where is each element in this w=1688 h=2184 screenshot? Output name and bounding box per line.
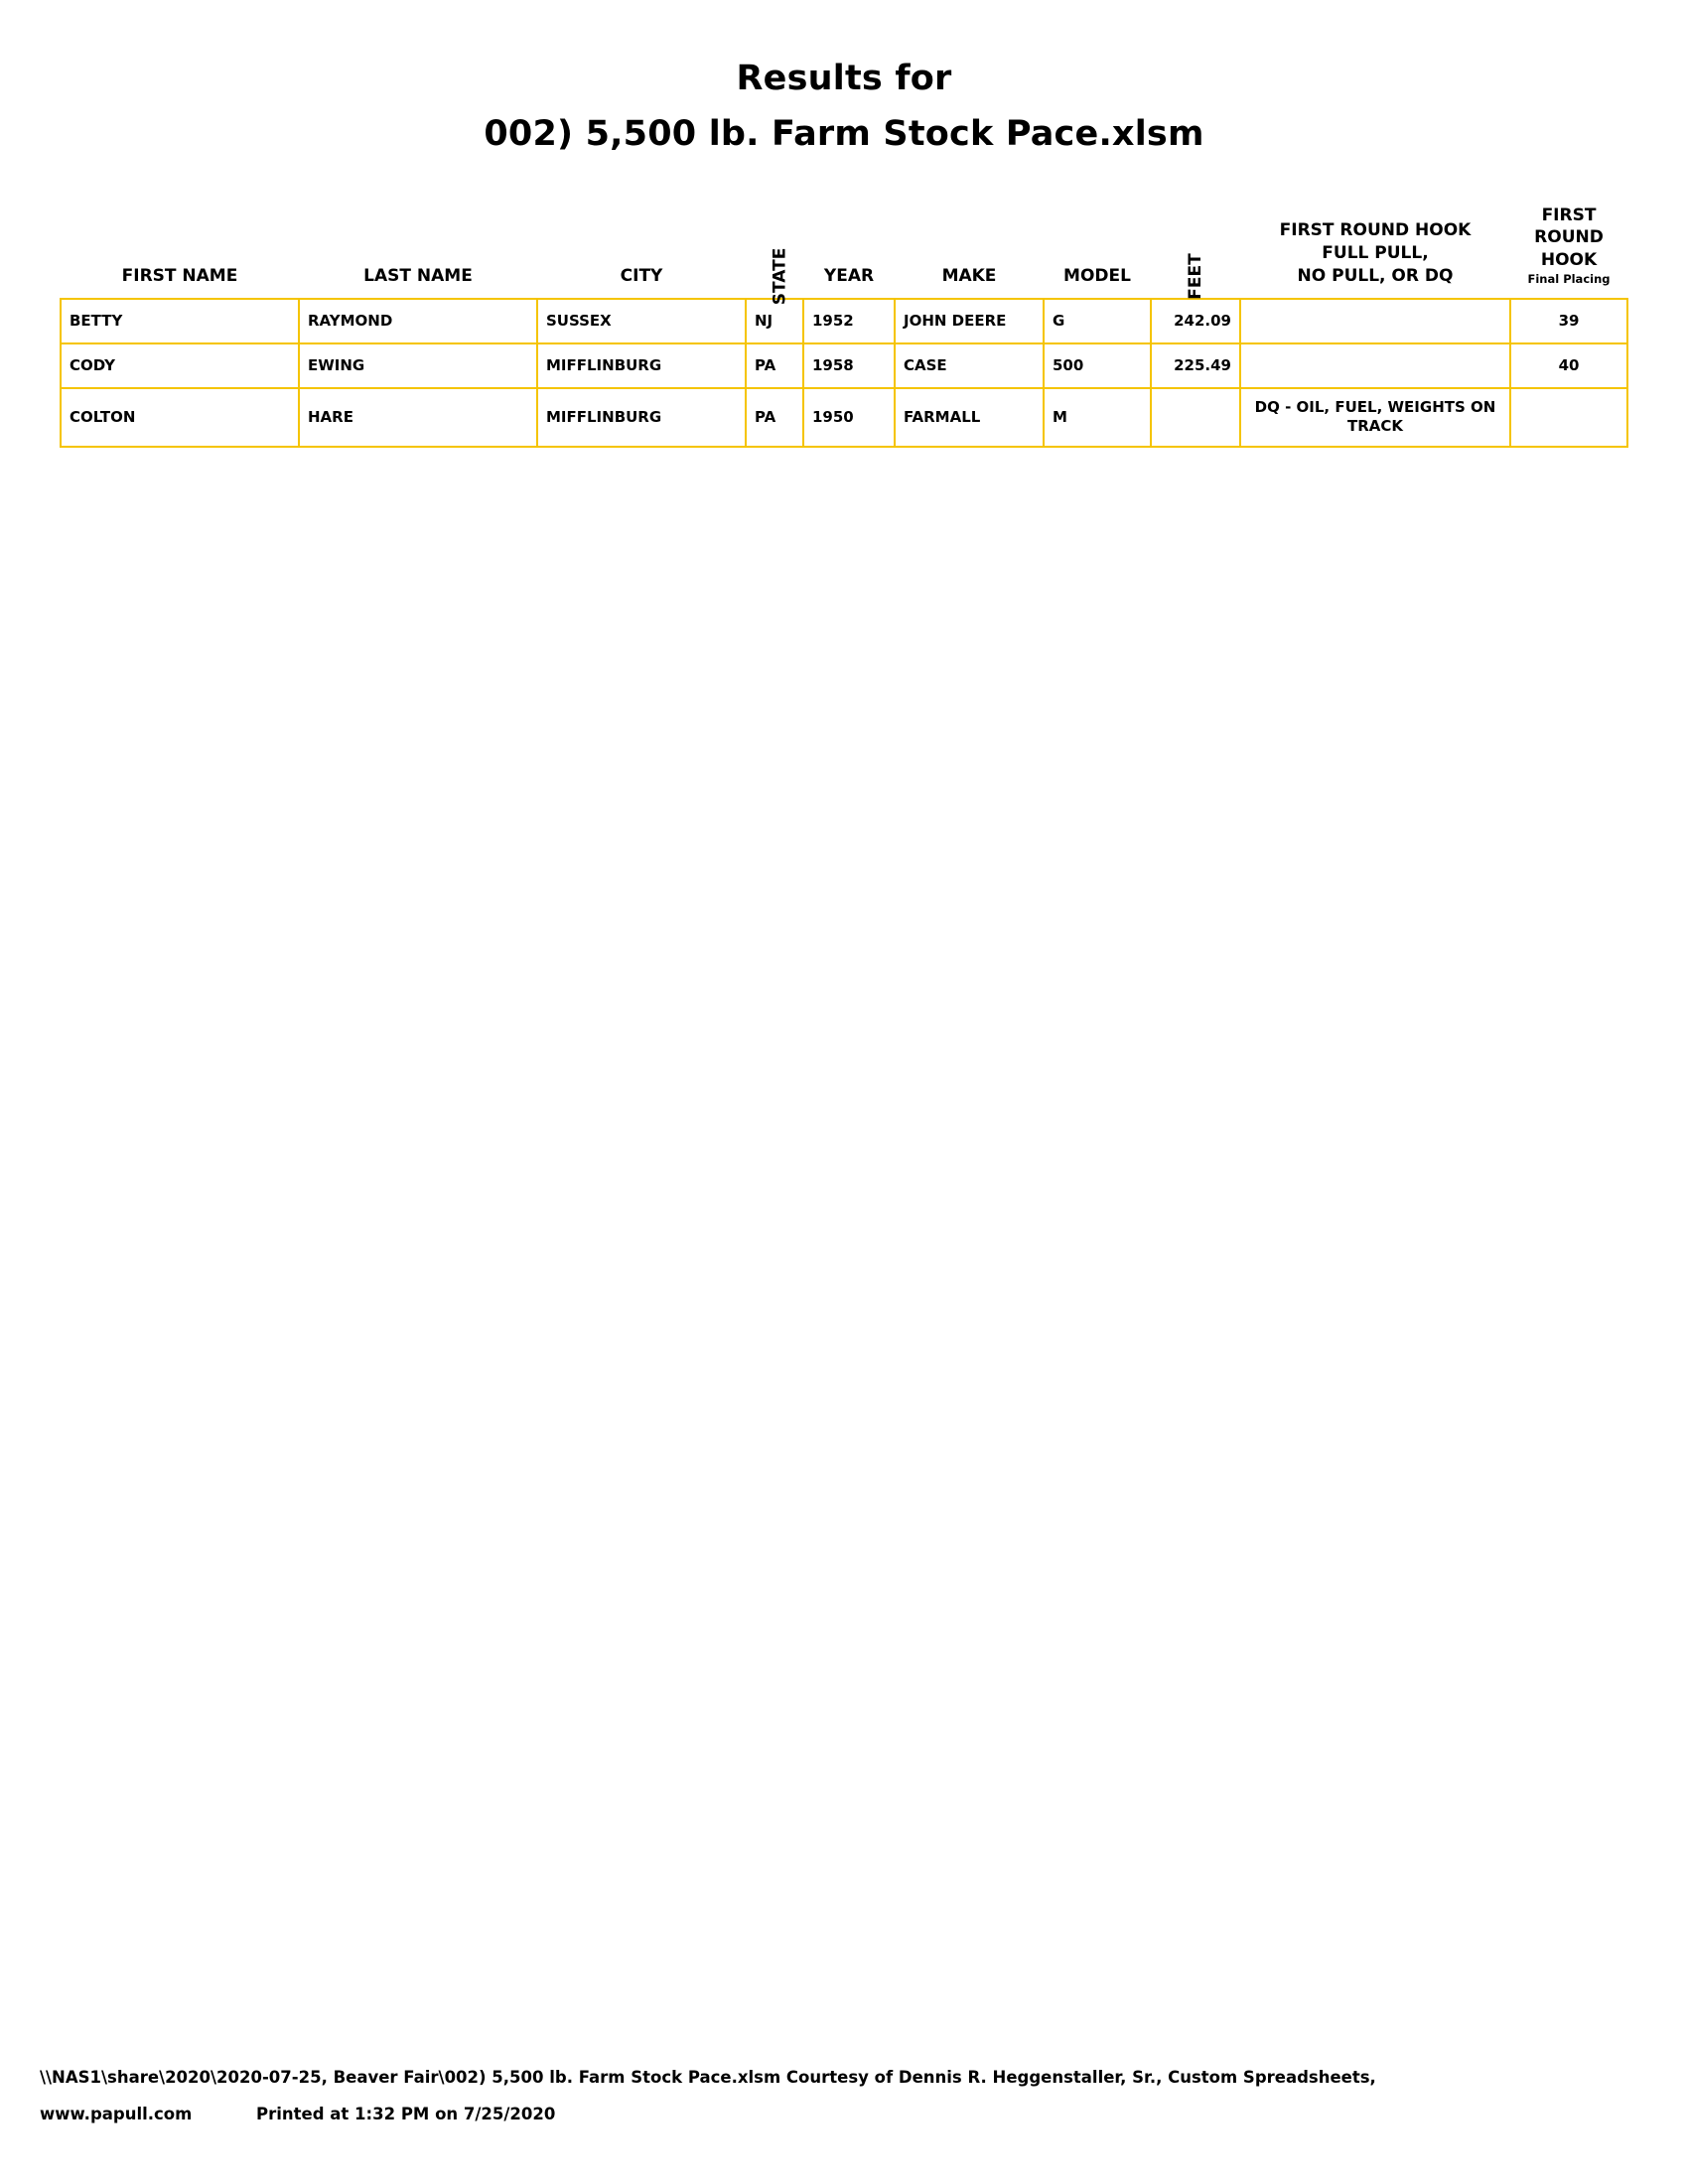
column-header-state-label: STATE [770,247,790,306]
cell-first-name: CODY [61,343,299,388]
cell-model: 500 [1044,343,1151,388]
table-row [61,388,1627,447]
cell-city: MIFFLINBURG [537,388,746,447]
column-header-state [746,201,803,306]
table-row [61,343,1627,388]
footer-second-line [40,2106,1628,2124]
column-header-feet-label: FEET [1185,253,1205,300]
cell-last-name: EWING [299,343,537,388]
cell-make: CASE [895,343,1044,388]
placing-header-line-3: Final Placing [1527,272,1611,287]
cell-state: NJ [746,299,803,343]
hook-header-line-2: FULL PULL, [1322,242,1429,263]
cell-placing: 39 [1510,299,1627,343]
footer-website: www.papull.com [40,2105,193,2124]
footer-path-credit: \\NAS1\share\2020\2020-07-25, Beaver Fair\002) 5,500 lb. Farm Stock Pace.xlsm Courtesy of Dennis R. Heggenstaller, Sr., Custom Spreadsheets, [40,2068,1376,2088]
column-header-final-placing [1510,201,1627,299]
column-header-city: CITY [620,265,663,286]
cell-hook [1240,299,1510,343]
cell-state: PA [746,388,803,447]
cell-first-name: COLTON [61,388,299,447]
title-line-2: 002) 5,500 lb. Farm Stock Pace.xlsm [484,113,1204,154]
cell-city: SUSSEX [537,299,746,343]
cell-model: M [1044,388,1151,447]
cell-make: FARMALL [895,388,1044,447]
cell-feet: 225.49 [1151,343,1240,388]
cell-first-name: BETTY [61,299,299,343]
table-header [61,201,1627,306]
page-footer [40,2069,1628,2124]
table-header-row [61,201,1627,299]
page-title [40,0,1648,157]
cell-last-name: HARE [299,388,537,447]
cell-feet [1151,388,1240,447]
cell-state: PA [746,343,803,388]
cell-last-name: RAYMOND [299,299,537,343]
cell-model: G [1044,299,1151,343]
cell-city: MIFFLINBURG [537,343,746,388]
cell-placing [1510,388,1627,447]
column-header-make: MAKE [941,265,997,286]
placing-header-line-2: HOOK [1540,250,1598,271]
results-table [60,201,1628,448]
table-body [61,299,1627,447]
cell-feet: 242.09 [1151,299,1240,343]
column-header-first-round-hook [1240,201,1510,299]
cell-year: 1958 [803,343,895,388]
cell-hook [1240,343,1510,388]
placing-header-line-1: FIRST ROUND [1534,205,1604,248]
cell-make: JOHN DEERE [895,299,1044,343]
hook-header-line-1: FIRST ROUND HOOK [1279,220,1472,241]
column-header-model: MODEL [1063,265,1131,286]
footer-printed-timestamp: Printed at 1:32 PM on 7/25/2020 [256,2105,556,2124]
column-header-last-name: LAST NAME [363,265,473,286]
cell-hook: DQ - OIL, FUEL, WEIGHTS ON TRACK [1240,388,1510,447]
cell-placing: 40 [1510,343,1627,388]
cell-year: 1950 [803,388,895,447]
table-row [61,299,1627,343]
hook-header-line-3: NO PULL, OR DQ [1297,265,1454,286]
column-header-feet [1151,201,1240,299]
title-line-1: Results for [736,59,952,98]
cell-year: 1952 [803,299,895,343]
column-header-year: YEAR [823,265,875,286]
column-header-first-name: FIRST NAME [121,265,238,286]
